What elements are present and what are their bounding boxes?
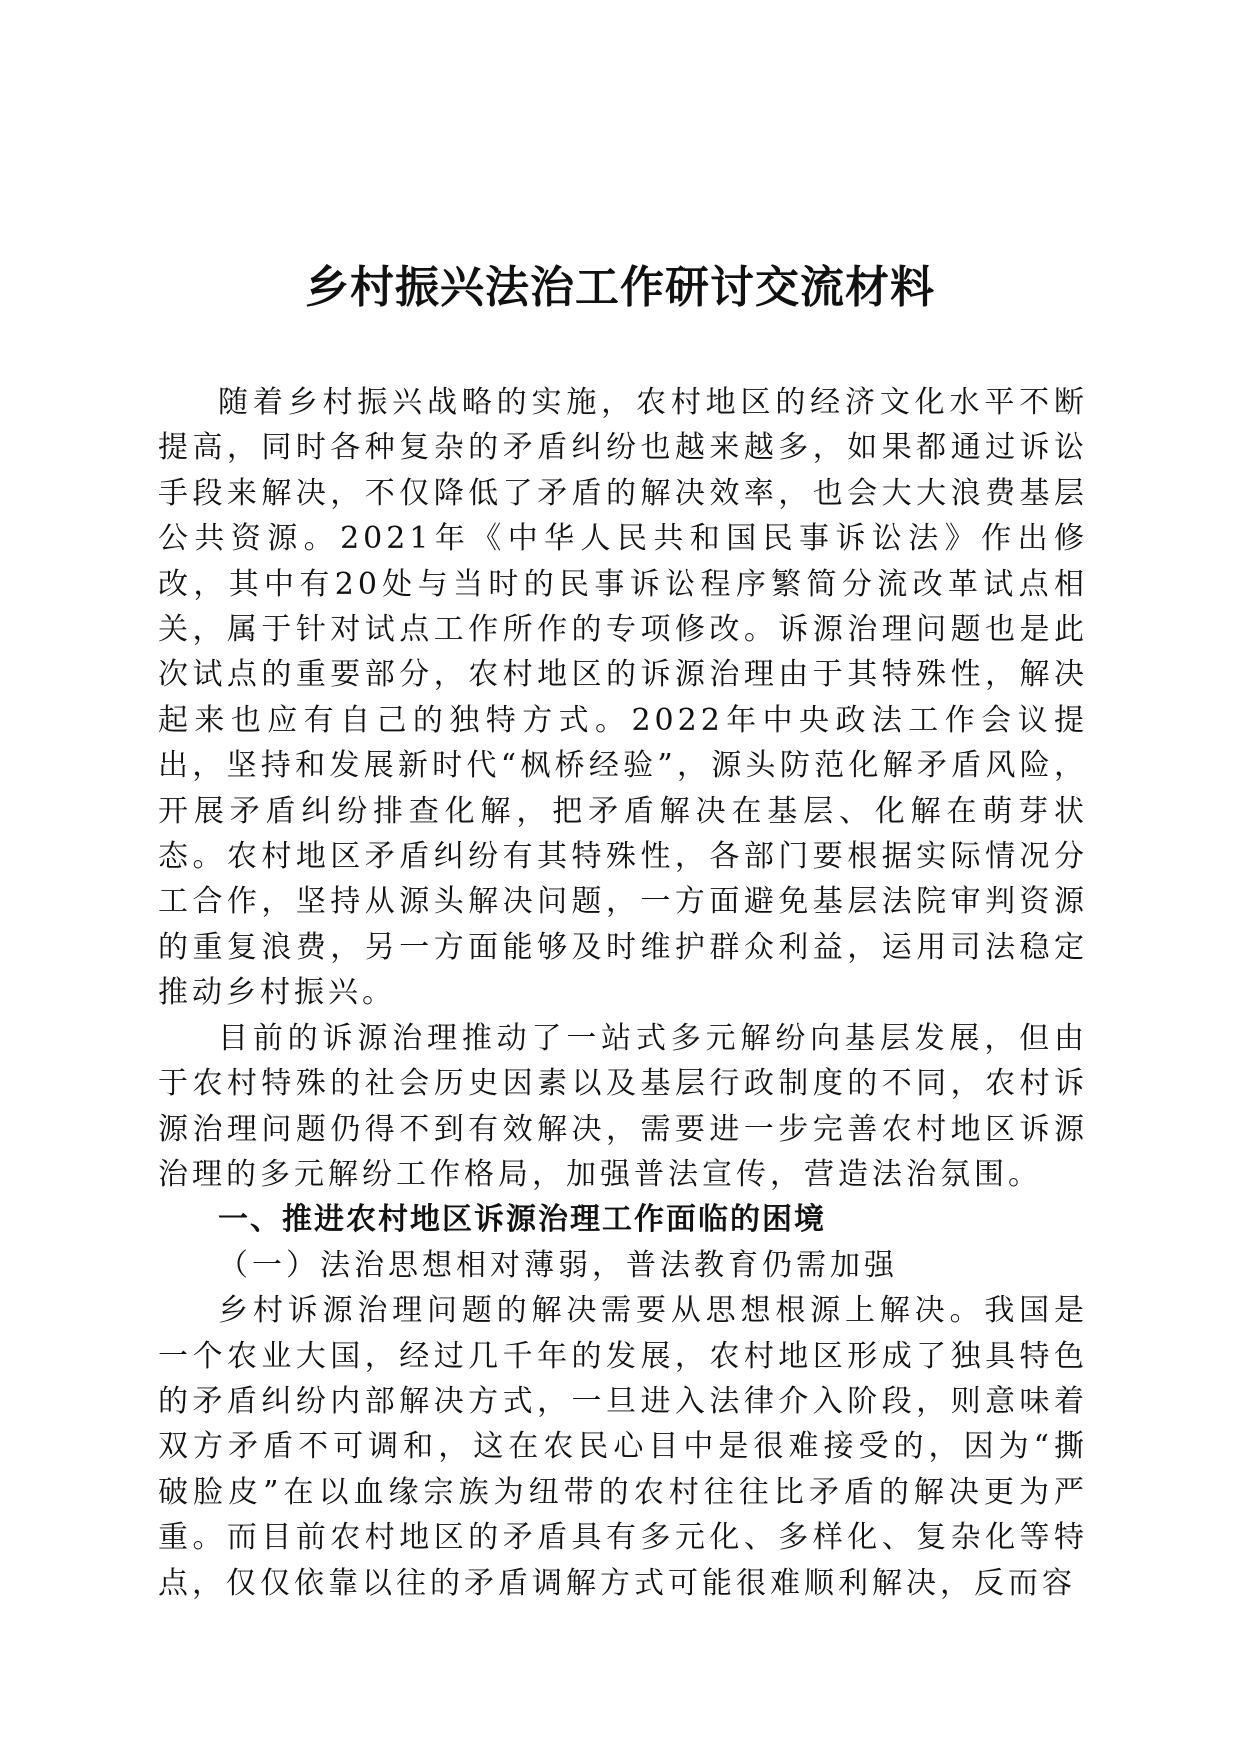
document-body (158, 380, 1088, 1606)
paragraph-subsection-body: 乡村诉源治理问题的解决需要从思想根源上解决。我国是一个农业大国，经过几千年的发展，农村地区形成了独具特色的矛盾纠纷内部解决方式，一旦进入法律介入阶段，则意味着双方矛盾不可调和，这在农民心目中是很难接受的，因为“撕破脸皮”在以血缘宗族为纽带的农村往往比矛盾的解决更为严重。而目前农村地区的矛盾具有多元化、多样化、复杂化等特点，仅仅依靠以往的矛盾调解方式可能很难顺利解决，反而容 (158, 1293, 1088, 1601)
paragraph-intro: 随着乡村振兴战略的实施，农村地区的经济文化水平不断提高，同时各种复杂的矛盾纠纷也越来越多，如果都通过诉讼手段来解决，不仅降低了矛盾的解决效率，也会大大浪费基层公共资源。2021年《中华人民共和国民事诉讼法》作出修改，其中有20处与当时的民事诉讼程序繁简分流改革试点相关，属于针对试点工作所作的专项修改。诉源治理问题也是此次试点的重要部分，农村地区的诉源治理由于其特殊性，解决起来也应有自己的独特方式。2022年中央政法工作会议提出，坚持和发展新时代“枫桥经验”，源头防范化解矛盾风险，开展矛盾纠纷排查化解，把矛盾解决在基层、化解在萌芽状态。农村地区矛盾纠纷有其特殊性，各部门要根据实际情况分工合作，坚持从源头解决问题，一方面避免基层法院审判资源的重复浪费，另一方面能够及时维护群众利益，运用司法稳定推动乡村振兴。 (158, 385, 1088, 1011)
section-heading: 一、推进农村地区诉源治理工作面临的困境 (218, 1202, 826, 1238)
subsection-heading: （一）法治思想相对薄弱，普法教育仍需加强 (218, 1247, 898, 1283)
paragraph-current-status: 目前的诉源治理推动了一站式多元解纷向基层发展，但由于农村特殊的社会历史因素以及基层行政制度的不同，农村诉源治理问题仍得不到有效解决，需要进一步完善农村地区诉源治理的多元解纷工作格局，加强普法宣传，营造法治氛围。 (158, 1020, 1088, 1192)
document-title: 乡村振兴法治工作研讨交流材料 (305, 262, 935, 313)
